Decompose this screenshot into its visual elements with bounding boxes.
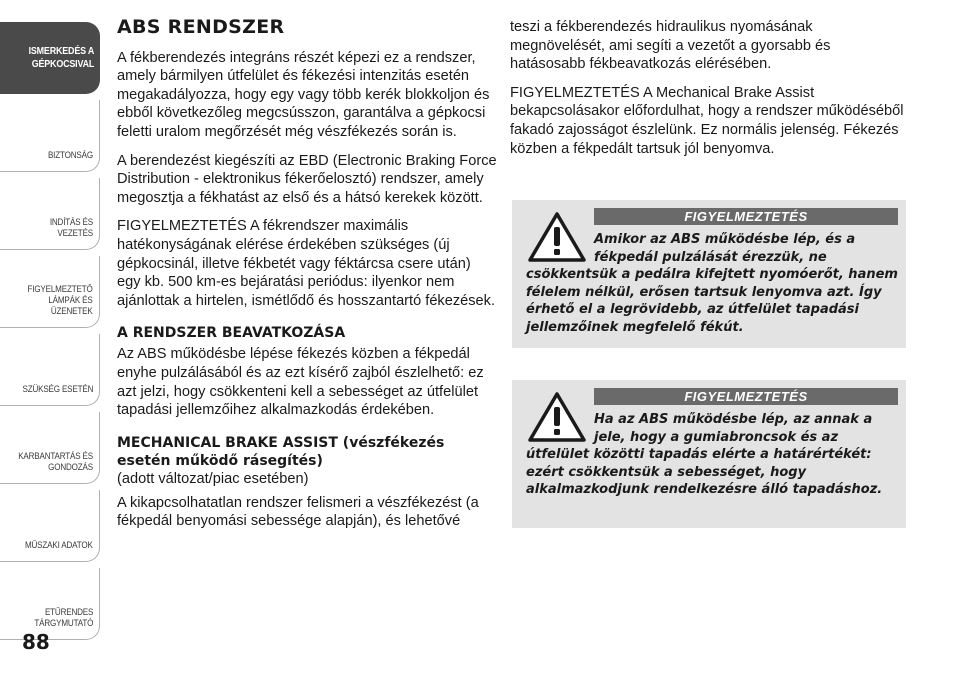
tab-biztonsag[interactable] — [0, 100, 100, 172]
tab-inditas-es-vezetes[interactable] — [0, 178, 100, 250]
subsection-heading-text: MECHANICAL BRAKE ASSIST (vészfékezés esetén működő rásegítés) — [117, 434, 445, 469]
tab-label: ETŰRENDES TÁRGYMUTATÓ — [34, 607, 93, 629]
paragraph: FIGYELMEZTETÉS A Mechanical Brake Assist bekapcsolásakor előfordulhat, hogy a rendszer működéséből fakadó zajosságot észlelünk. Ez normális jelenség. Fékezés közben a fékpedált tartsuk jól benyomva. — [510, 84, 904, 157]
tab-label: SZÜKSÉG ESETÉN — [22, 384, 93, 395]
tab-label: FIGYELMEZTETŐ LÁMPÁK ÉS ÜZENETEK — [27, 284, 93, 317]
tab-targymutato[interactable] — [0, 568, 100, 640]
section-title: ABS RENDSZER — [117, 16, 285, 38]
tab-karbantartas[interactable] — [0, 412, 100, 484]
warning-box — [512, 380, 906, 528]
paragraph: A kikapcsolhatatlan rendszer felismeri a vészfékezést (a fékpedál benyomási sebessége alapján), és lehetővé — [117, 494, 479, 530]
paragraph: FIGYELMEZTETÉS A fékrendszer maximális hatékonyságának elérése érdekében szükséges (új gépkocsinál, illetve fékbetét vagy féktárcsa csere után) egy kb. 500 km-es bejáratási periódus: ilyenkor nem ajánlottak a hirtelen, ismétlődő és hosszantartó fékezések. — [117, 218, 496, 309]
tab-ismerkedes[interactable] — [0, 22, 100, 94]
tab-label: KARBANTARTÁS ÉS GONDOZÁS — [18, 451, 93, 473]
chapter-sidebar — [0, 22, 100, 646]
page-number: 88 — [22, 630, 50, 654]
paragraph: teszi a fékberendezés hidraulikus nyomásának megnövelését, ami segíti a vezetőt a gyorsabb és hatásosabb fékbeavatkozás elérésében. — [510, 19, 831, 73]
left-column — [117, 18, 497, 541]
subsection-heading — [117, 434, 497, 488]
warning-text-lead: Ha az ABS működésbe lép, az annak a jele, hogy a gumiabroncsok és az — [594, 412, 873, 445]
warning-text-rest: útfelület közötti tapadás elérte a határértékét: ezért csökkentsük a sebességet, hogy alkalmazkodjunk rendelkezésre álló tapadáshoz. — [526, 447, 883, 497]
warning-box — [512, 200, 906, 348]
tab-label: ISMERKEDÉS A GÉPKOCSIVAL — [28, 45, 94, 70]
warning-heading: FIGYELMEZTETÉS — [594, 208, 898, 225]
warning-heading: FIGYELMEZTETÉS — [594, 388, 898, 405]
right-column — [510, 18, 905, 168]
warning-triangle-icon — [528, 392, 586, 442]
paragraph: A berendezést kiegészíti az EBD (Electronic Braking Force Distribution - elektronikus fékerőelosztó) rendszer, amely megosztja a fékhatást az első és a hátsó kerekek között. — [117, 152, 497, 206]
warning-text-lead: Amikor az ABS működésbe lép, és a fékpedál pulzálását érezzük, ne — [594, 232, 856, 265]
subsection-note: (adott változat/piac esetében) — [117, 470, 309, 487]
tab-label: MŰSZAKI ADATOK — [25, 540, 93, 551]
warning-triangle-icon — [528, 212, 586, 262]
tab-szukseg-eseten[interactable] — [0, 334, 100, 406]
tab-label: BIZTONSÁG — [48, 150, 93, 161]
warning-text-rest: csökkentsük a pedálra kifejtett nyomóerőt, hanem félelem nélkül, erősen tartsuk lenyomva azt. Így érhető el a legrövidebb, az útfelület tapadási jellemzőinek megfelelő fékút. — [526, 267, 898, 335]
paragraph: A fékberendezés integráns részét képezi ez a rendszer, amely bármilyen útfelület és fékezési intenzitás esetén megakadályozza, hogy egy vagy több kerék blokkoljon és ebből következőleg megcsússzon, garantálva a gépkocsi feletti uralom megőrzését még vészfékezés során is. — [117, 49, 490, 140]
tab-muszaki-adatok[interactable] — [0, 490, 100, 562]
tab-label: INDÍTÁS ÉS VEZETÉS — [49, 217, 93, 239]
paragraph: Az ABS működésbe lépése fékezés közben a fékpedál enyhe pulzálásából és az ezt kísérő zajból észlelhető: ez azt jelzi, hogy csökkenteni kell a sebességet az útfelület tapadási jellemzőihez alkalmazkodás érdekében. — [117, 346, 484, 419]
subsection-heading: A RENDSZER BEAVATKOZÁSA — [117, 325, 346, 342]
tab-figyelmezteto-lampak[interactable] — [0, 256, 100, 328]
